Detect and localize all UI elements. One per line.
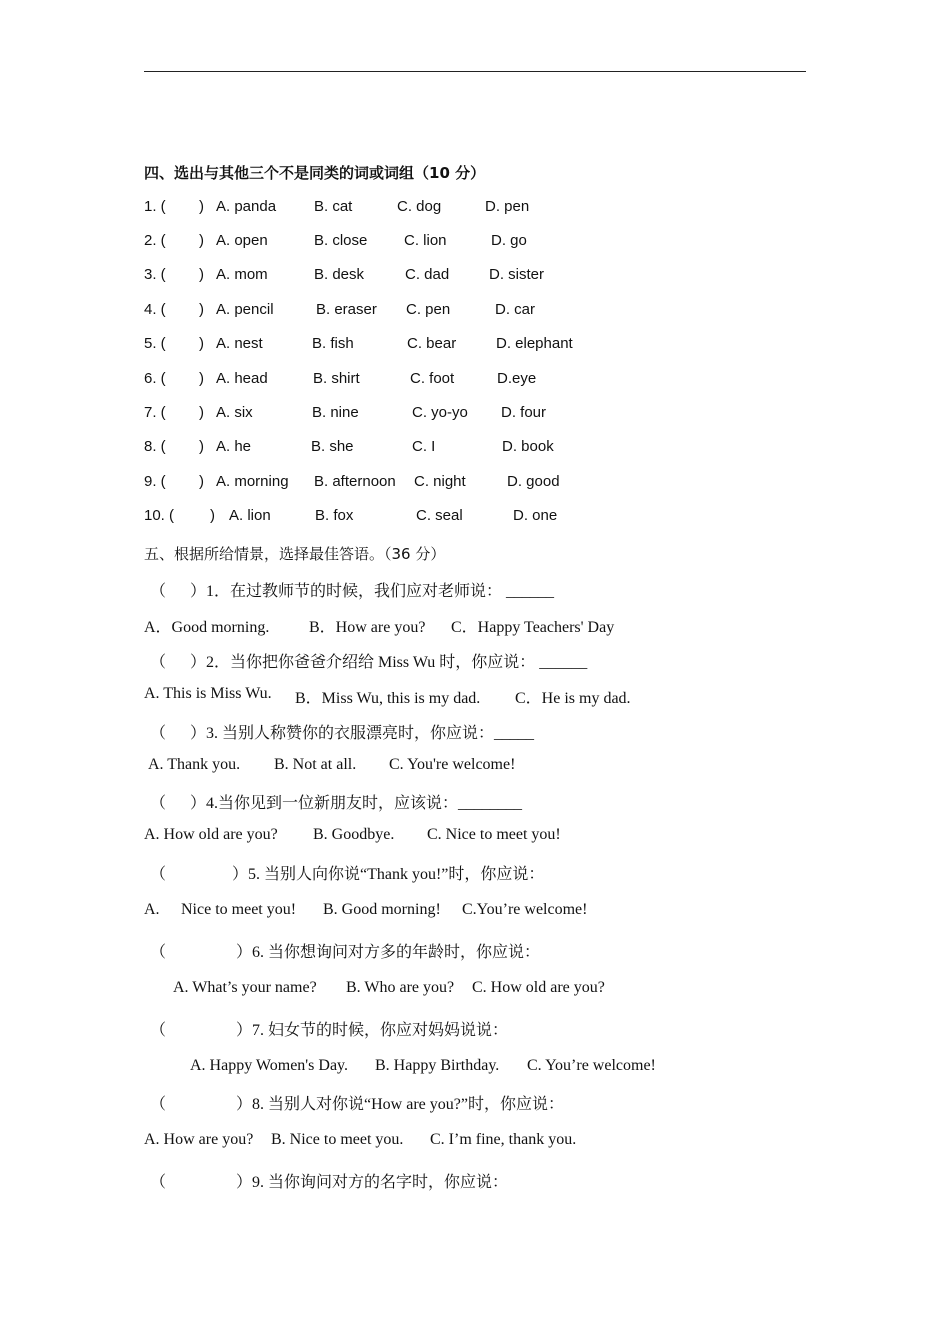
question-row xyxy=(144,301,794,321)
question-number[interactable]: 9. ( xyxy=(144,473,166,490)
option-c: C. dad xyxy=(405,266,450,283)
option-c: C. bear xyxy=(407,335,457,352)
option-d: D.eye xyxy=(497,370,537,387)
question-number[interactable]: 1. ( xyxy=(144,198,166,215)
option-a: A. How are you? xyxy=(144,1131,254,1148)
option-c: C. You’re welcome! xyxy=(527,1057,656,1074)
question-prompt xyxy=(144,1091,794,1113)
answer-options xyxy=(144,979,794,1001)
option-a: A. panda xyxy=(216,198,277,215)
option-d: D. car xyxy=(495,301,536,318)
option-b: B．How are you? xyxy=(309,619,426,636)
option-a: A. head xyxy=(216,370,268,387)
question-prompt xyxy=(144,720,794,742)
option-c: C. lion xyxy=(404,232,447,249)
question-number[interactable]: 2. ( xyxy=(144,232,166,249)
question-number[interactable]: 3. ( xyxy=(144,266,166,283)
header-rule xyxy=(144,71,806,72)
option-d: D. sister xyxy=(489,266,545,283)
option-a: A. he xyxy=(216,438,252,455)
option-a-text: Nice to meet you! xyxy=(181,901,297,918)
prompt-text: ）2．当你把你爸爸介绍给 Miss Wu 时，你应说： ______ xyxy=(190,654,588,671)
answer-paren[interactable]: （ xyxy=(150,866,167,883)
question-row xyxy=(144,335,794,355)
answer-paren-close: ) xyxy=(199,301,204,318)
option-b: B. fish xyxy=(312,335,354,352)
option-a: A. Thank you. xyxy=(148,756,241,773)
option-c: C. I’m fine, thank you. xyxy=(430,1131,577,1148)
answer-paren-close: ) xyxy=(199,198,204,215)
answer-paren-close: ) xyxy=(199,473,204,490)
answer-paren[interactable]: （ xyxy=(150,654,167,671)
answer-paren[interactable]: （ xyxy=(150,1096,167,1113)
option-d: D. good xyxy=(507,473,560,490)
question-prompt xyxy=(144,790,794,812)
option-a: A. lion xyxy=(229,507,271,524)
answer-paren[interactable]: （ xyxy=(150,944,167,961)
option-b: B. Not at all. xyxy=(274,756,357,773)
answer-paren-close: ) xyxy=(199,335,204,352)
question-prompt xyxy=(144,649,794,671)
option-b: B. Who are you? xyxy=(346,979,455,996)
option-d: D. elephant xyxy=(496,335,573,352)
option-d: D. book xyxy=(502,438,554,455)
question-row xyxy=(144,266,794,286)
question-row xyxy=(144,438,794,458)
option-b: B. fox xyxy=(315,507,354,524)
option-b: B. desk xyxy=(314,266,365,283)
answer-paren-close: ) xyxy=(199,404,204,421)
answer-options xyxy=(144,756,794,778)
option-c: C．Happy Teachers' Day xyxy=(451,619,615,636)
option-c: C. foot xyxy=(410,370,455,387)
answer-paren-close: ) xyxy=(199,266,204,283)
prompt-text: ）9. 当你询问对方的名字时，你应说： xyxy=(236,1174,509,1191)
option-c: C．He is my dad. xyxy=(515,690,631,707)
section4-heading: 四、选出与其他三个不是同类的词或词组（10 分） xyxy=(144,164,486,182)
prompt-text: ）3. 当别人称赞你的衣服漂亮时，你应说：_____ xyxy=(190,725,535,742)
option-b: B. nine xyxy=(312,404,359,421)
answer-paren[interactable]: （ xyxy=(150,795,167,812)
question-number[interactable]: 6. ( xyxy=(144,370,166,387)
option-a: A. xyxy=(144,901,160,918)
option-a: A. pencil xyxy=(216,301,274,318)
prompt-text: ）8. 当别人对你说“How are you?”时，你应说： xyxy=(236,1096,564,1113)
option-c: C. pen xyxy=(406,301,451,318)
option-c: C. yo-yo xyxy=(412,404,468,421)
prompt-text: ）6. 当你想询问对方多的年龄时，你应说： xyxy=(236,944,541,961)
option-b: B. eraser xyxy=(316,301,377,318)
option-b: B. Happy Birthday. xyxy=(375,1057,500,1074)
answer-paren-close: ) xyxy=(199,438,204,455)
option-b: B. close xyxy=(314,232,368,249)
option-b: B. Goodbye. xyxy=(313,826,395,843)
prompt-text: ）7. 妇女节的时候，你应对妈妈说说： xyxy=(236,1022,509,1039)
answer-options xyxy=(144,1131,794,1153)
option-d: D. one xyxy=(513,507,558,524)
answer-paren-close: ) xyxy=(199,370,204,387)
option-a: A．Good morning. xyxy=(144,619,270,636)
option-a: A. six xyxy=(216,404,253,421)
option-c: C. night xyxy=(414,473,466,490)
option-a: A. nest xyxy=(216,335,263,352)
prompt-text: ）5. 当别人向你说“Thank you!”时，你应说： xyxy=(232,866,545,883)
answer-paren[interactable]: （ xyxy=(150,1022,167,1039)
option-d: D. go xyxy=(491,232,527,249)
answer-paren[interactable]: （ xyxy=(150,1174,167,1191)
question-number[interactable]: 8. ( xyxy=(144,438,166,455)
question-row xyxy=(144,370,794,390)
question-prompt xyxy=(144,578,794,600)
question-number[interactable]: 4. ( xyxy=(144,301,166,318)
answer-paren[interactable]: （ xyxy=(150,725,167,742)
question-row xyxy=(144,404,794,424)
question-prompt xyxy=(144,861,794,883)
answer-paren-close: ) xyxy=(210,507,215,524)
question-number[interactable]: 10. ( xyxy=(144,507,175,524)
option-b: B．Miss Wu, this is my dad. xyxy=(295,690,481,707)
option-a: A. What’s your name? xyxy=(173,979,317,996)
option-a: A. How old are you? xyxy=(144,826,278,843)
option-c: C. seal xyxy=(416,507,463,524)
option-c: C. I xyxy=(412,438,436,455)
question-row xyxy=(144,198,794,218)
option-b: B. cat xyxy=(314,198,353,215)
option-c: C. dog xyxy=(397,198,442,215)
prompt-text: ）4.当你见到一位新朋友时，应该说：________ xyxy=(190,795,523,812)
option-a: A. This is Miss Wu. xyxy=(144,685,272,702)
answer-options xyxy=(144,1057,794,1079)
option-c: C. Nice to meet you! xyxy=(427,826,561,843)
option-d: D. pen xyxy=(485,198,530,215)
option-b: B. Nice to meet you. xyxy=(271,1131,404,1148)
question-row xyxy=(144,507,794,527)
option-a: A. Happy Women's Day. xyxy=(190,1057,349,1074)
option-b: B. Good morning! xyxy=(323,901,441,918)
answer-options xyxy=(144,685,794,707)
answer-options xyxy=(144,901,794,923)
question-row xyxy=(144,473,794,493)
question-number[interactable]: 7. ( xyxy=(144,404,166,421)
option-c: C. How old are you? xyxy=(472,979,605,996)
option-c: C. You're welcome! xyxy=(389,756,516,773)
prompt-text: ）1．在过教师节的时候，我们应对老师说： ______ xyxy=(190,583,555,600)
question-number[interactable]: 5. ( xyxy=(144,335,166,352)
answer-paren[interactable]: （ xyxy=(150,583,167,600)
option-a: A. morning xyxy=(216,473,289,490)
option-c: C.You’re welcome! xyxy=(462,901,588,918)
option-a: A. mom xyxy=(216,266,268,283)
answer-paren-close: ) xyxy=(199,232,204,249)
option-b: B. afternoon xyxy=(314,473,396,490)
question-prompt xyxy=(144,1169,794,1191)
answer-options xyxy=(144,826,794,848)
question-prompt xyxy=(144,939,794,961)
option-b: B. she xyxy=(311,438,354,455)
answer-options xyxy=(144,614,794,636)
option-d: D. four xyxy=(501,404,547,421)
option-b: B. shirt xyxy=(313,370,360,387)
question-row xyxy=(144,232,794,252)
option-a: A. open xyxy=(216,232,268,249)
section5-heading: 五、根据所给情景，选择最佳答语。（36 分） xyxy=(144,545,446,563)
question-prompt xyxy=(144,1017,794,1039)
